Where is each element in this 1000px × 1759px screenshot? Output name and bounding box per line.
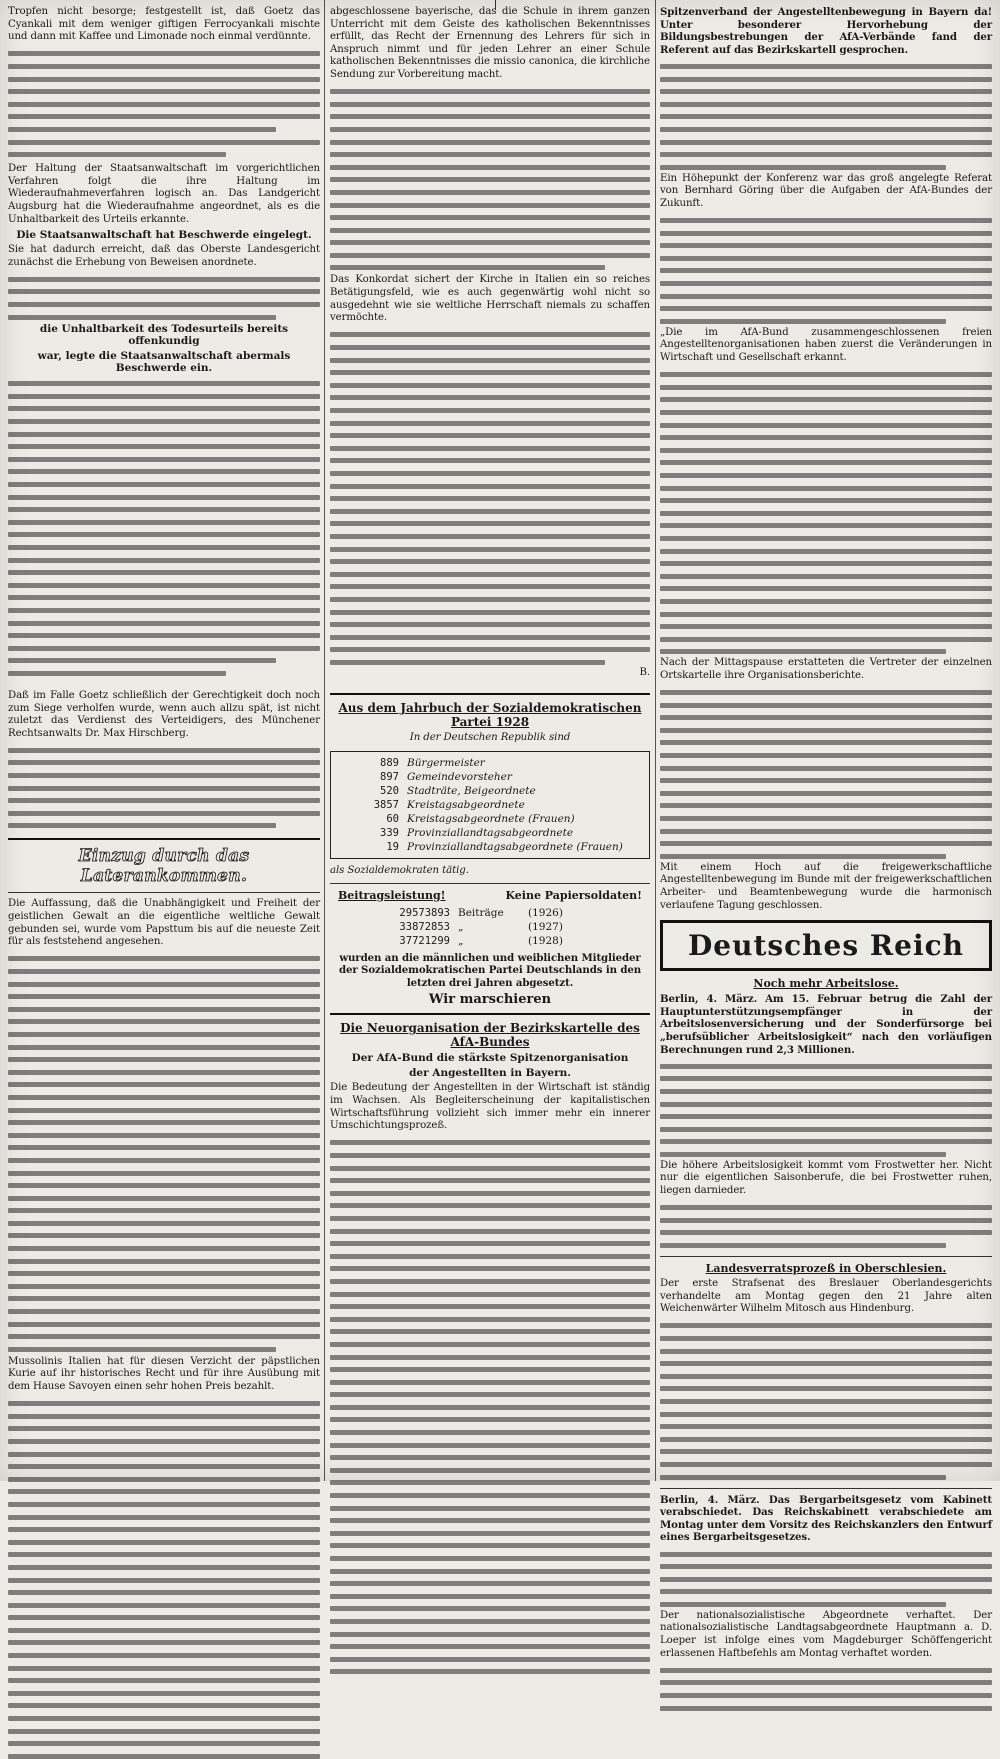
- article-paragraph: Mit einem Hoch auf die freigewerkschaftliche Angestelltenbewegung im Bunde mit der freigewerkschaftlichen Arbeiter- und Beamtenbewegung wurde die harmonisch verlaufene Tagung geschlossen.: [660, 861, 992, 911]
- article-paragraph: Das Konkordat sichert der Kirche in Italien ein so reiches Betätigungsfeld, wie es auch gegenwärtig wohl nicht so ausgedehnt wie sie weltliche Herrschaft niemals zu schaffen vermöchte.: [330, 274, 650, 324]
- text-lines-placeholder: [660, 218, 992, 324]
- contribution-row: 29573893 Beiträge (1926): [399, 906, 563, 919]
- text-lines-placeholder: [8, 956, 320, 1351]
- contribution-row: 33872853 „ (1927): [399, 920, 563, 933]
- news-headline: Noch mehr Arbeitslose.: [753, 977, 899, 991]
- contribution-list: [370, 906, 650, 948]
- yearbook-subline: In der Deutschen Republik sind: [409, 732, 571, 744]
- news-paragraph: Berlin, 4. März. Das Bergarbeitsgesetz vom Kabinett verabschiedet. Das Reichskabinett verabschiedete am Montag unter dem Vorsitz des Reichskanzlers den Entwurf eines Bergarbeitsgesetzes.: [660, 1493, 992, 1544]
- text-lines-placeholder: [660, 64, 992, 170]
- afa-subhead: Der AfA-Bund die stärkste Spitzenorganisation: [351, 1052, 629, 1065]
- stats-footer: als Sozialdemokraten tätig.: [330, 865, 469, 877]
- text-lines-placeholder: [8, 381, 320, 676]
- stat-row: 19 Provinziallandtagsabgeordnete (Frauen): [386, 841, 623, 854]
- article-paragraph: Spitzenverband der Angestelltenbewegung in Bayern da! Unter besonderer Hervorhebung der Bildungsbestrebungen der AfA-Verbände fand der Referent auf das Bezirkskartell gesprochen.: [660, 6, 992, 56]
- column-middle: [330, 6, 650, 1475]
- contribution-headline: Beitragsleistung! Keine Papiersoldaten!: [338, 888, 642, 902]
- section-divider: [660, 1256, 992, 1257]
- statistics-box: [330, 751, 650, 859]
- text-lines-placeholder: [8, 51, 320, 157]
- article-headline: Einzug durch das Laterankommen.: [78, 846, 250, 887]
- column-rule: [324, 0, 325, 1481]
- text-lines-placeholder: [660, 372, 992, 654]
- text-lines-placeholder: [330, 89, 650, 270]
- text-lines-placeholder: [660, 1205, 992, 1248]
- slogan: Wir marschieren: [428, 992, 552, 1008]
- text-lines-placeholder: [8, 277, 320, 320]
- contribution-row: 37721299 „ (1928): [399, 934, 563, 947]
- section-title: Deutsches Reich: [687, 929, 964, 963]
- text-lines-placeholder: [660, 1064, 992, 1157]
- text-lines-placeholder: [330, 332, 650, 664]
- text-lines-placeholder: [8, 748, 320, 829]
- stat-row: 3857 Kreistagsabgeordnete: [373, 799, 525, 812]
- news-paragraph: Die höhere Arbeitslosigkeit kommt vom Frostwetter her. Nicht nur die eigentlichen Saisonberufe, die bei Frostwetter ruhen, liegen darnieder.: [660, 1159, 992, 1197]
- yearbook-headline: Aus dem Jahrbuch der Sozialdemokratischen Partei 1928: [338, 701, 642, 730]
- section-divider: [660, 1488, 992, 1489]
- article-paragraph: abgeschlossene bayerische, das die Schule in ihrem ganzen Unterricht mit dem Geiste des katholischen Bekenntnisses erfüllt, das Recht der Ernennung des Lehrers für sich in Anspruch nimmt und für jeden Lehrer an einer Schule katholischen Bekenntnisses die missio canonica, die kirchliche Sendung zur Vorbereitung macht.: [330, 6, 650, 80]
- column-right: [660, 6, 992, 1659]
- article-paragraph: Die Auffassung, daß die Unabhängigkeit und Freiheit der geistlichen Gewalt an die eigentliche weltliche Gewalt gebunden sei, wurde vom Papsttum bis auf die neueste Zeit für als feststehend angesehen.: [8, 898, 320, 948]
- section-divider: [330, 693, 650, 695]
- text-lines-placeholder: [660, 1668, 992, 1711]
- section-divider: [8, 838, 320, 840]
- contribution-text: wurden an die männlichen und weiblichen Mitglieder der Sozialdemokratischen Partei Deutschlands in den letzten drei Jahren abgesetzt.: [338, 951, 642, 989]
- section-masthead: [660, 920, 992, 971]
- text-lines-placeholder: [660, 1323, 992, 1479]
- news-paragraph: Der erste Strafsenat des Breslauer Oberlandesgerichts verhandelte am Montag gegen den 21 Jahre alten Weichenwärter Wilhelm Mitosch aus Hindenburg.: [660, 1278, 992, 1315]
- article-quote: „Die im AfA-Bund zusammengeschlossenen freien Angestelltenorganisationen haben zuerst die Veränderungen in Wirtschaft und Gesellschaft erkannt.: [660, 326, 992, 364]
- article-subhead: war, legte die Staatsanwaltschaft abermals Beschwerde ein.: [37, 349, 291, 374]
- stat-row: 897 Gemeindevorsteher: [380, 771, 512, 784]
- article-paragraph: Tropfen nicht besorge; festgestellt ist, daß Goetz das Cyankali mit dem weniger giftigen Ferrocyankali mischte und dann mit Kaffee und Limonade noch einmal verdünnte.: [8, 6, 320, 43]
- section-divider: [330, 1013, 650, 1015]
- news-headline: Landesverratsprozeß in Oberschlesien.: [705, 1262, 947, 1276]
- text-lines-placeholder: [660, 1552, 992, 1607]
- article-paragraph: Daß im Falle Goetz schließlich der Gerechtigkeit doch noch zum Siege verholfen wurde, wenn auch allzu spät, ist nicht zuletzt das Verdienst des Verteidigers, des Münchener Rechtsanwalts Dr. Max Hirschberg.: [8, 689, 320, 739]
- column-left: [8, 6, 320, 1475]
- article-paragraph: Die Bedeutung der Angestellten in der Wirtschaft ist ständig im Wachsen. Als Begleiterscheinung der kapitalistischen Wirtschaftsführung vollzieht sich immer mehr ein innerer Umschichtungsprozeß.: [330, 1082, 650, 1132]
- text-lines-placeholder: [660, 690, 992, 859]
- news-paragraph: Berlin, 4. März. Am 15. Februar betrug die Zahl der Hauptunterstützungsempfänger in der Arbeitslosenversicherung und der Sonderfürsorge bei „berufsüblicher Arbeitslosigkeit“ nach den vorläufigen Berechnungen rund 2,3 Millionen.: [660, 993, 992, 1056]
- afa-subhead: der Angestellten in Bayern.: [409, 1067, 571, 1080]
- stat-row: 60 Kreistagsabgeordnete (Frauen): [386, 813, 575, 826]
- stat-row: 339 Provinziallandtagsabgeordnete: [380, 827, 574, 840]
- article-paragraph: Nach der Mittagspause erstatteten die Vertreter der einzelnen Ortskartelle ihre Organisationsberichte.: [660, 657, 992, 681]
- article-paragraph: Der Haltung der Staatsanwaltschaft im vorgerichtlichen Verfahren folgt die ihre Haltung im Wiederaufnahmeverfahren logisch an. Das Landgericht Augsburg hat die Wiederaufnahme angeordnet, als es die Unhaltbarkeit des Urteils erkannte.: [8, 163, 320, 225]
- article-signature: B.: [639, 666, 650, 678]
- article-subhead: die Unhaltbarkeit des Todesurteils bereits offenkundig: [39, 322, 289, 347]
- stat-row: 520 Stadträte, Beigeordnete: [380, 785, 536, 798]
- column-rule: [655, 0, 656, 1481]
- news-paragraph: Der nationalsozialistische Abgeordnete verhaftet. Der nationalsozialistische Landtagsabgeordnete Hauptmann a. D. Loeper ist infolge eines vom Magdeburger Schöffengericht erlassenen Haftbefehls am Montag verhaftet worden.: [660, 1609, 992, 1659]
- article-subhead: Die Staatsanwaltschaft hat Beschwerde eingelegt.: [16, 229, 312, 242]
- article-paragraph: Ein Höhepunkt der Konferenz war das groß angelegte Referat von Bernhard Göring über die Aufgaben der AfA-Bundes der Zukunft.: [660, 172, 992, 209]
- section-divider: [330, 883, 650, 884]
- section-divider: [8, 892, 320, 893]
- afa-headline: Die Neuorganisation der Bezirkskartelle des AfA-Bundes: [340, 1021, 640, 1050]
- article-paragraph: Mussolinis Italien hat für diesen Verzicht der päpstlichen Kurie auf ihr historisches Recht und für ihre Ausübung mit dem Hause Savoyen einen sehr hohen Preis bezahlt.: [8, 1355, 320, 1392]
- text-lines-placeholder: [8, 1401, 320, 1759]
- stat-row: 889 Bürgermeister: [380, 757, 485, 770]
- text-lines-placeholder: [330, 1140, 650, 1674]
- article-paragraph: Sie hat dadurch erreicht, daß das Oberste Landesgericht zunächst die Erhebung von Beweisen anordnete.: [8, 244, 320, 268]
